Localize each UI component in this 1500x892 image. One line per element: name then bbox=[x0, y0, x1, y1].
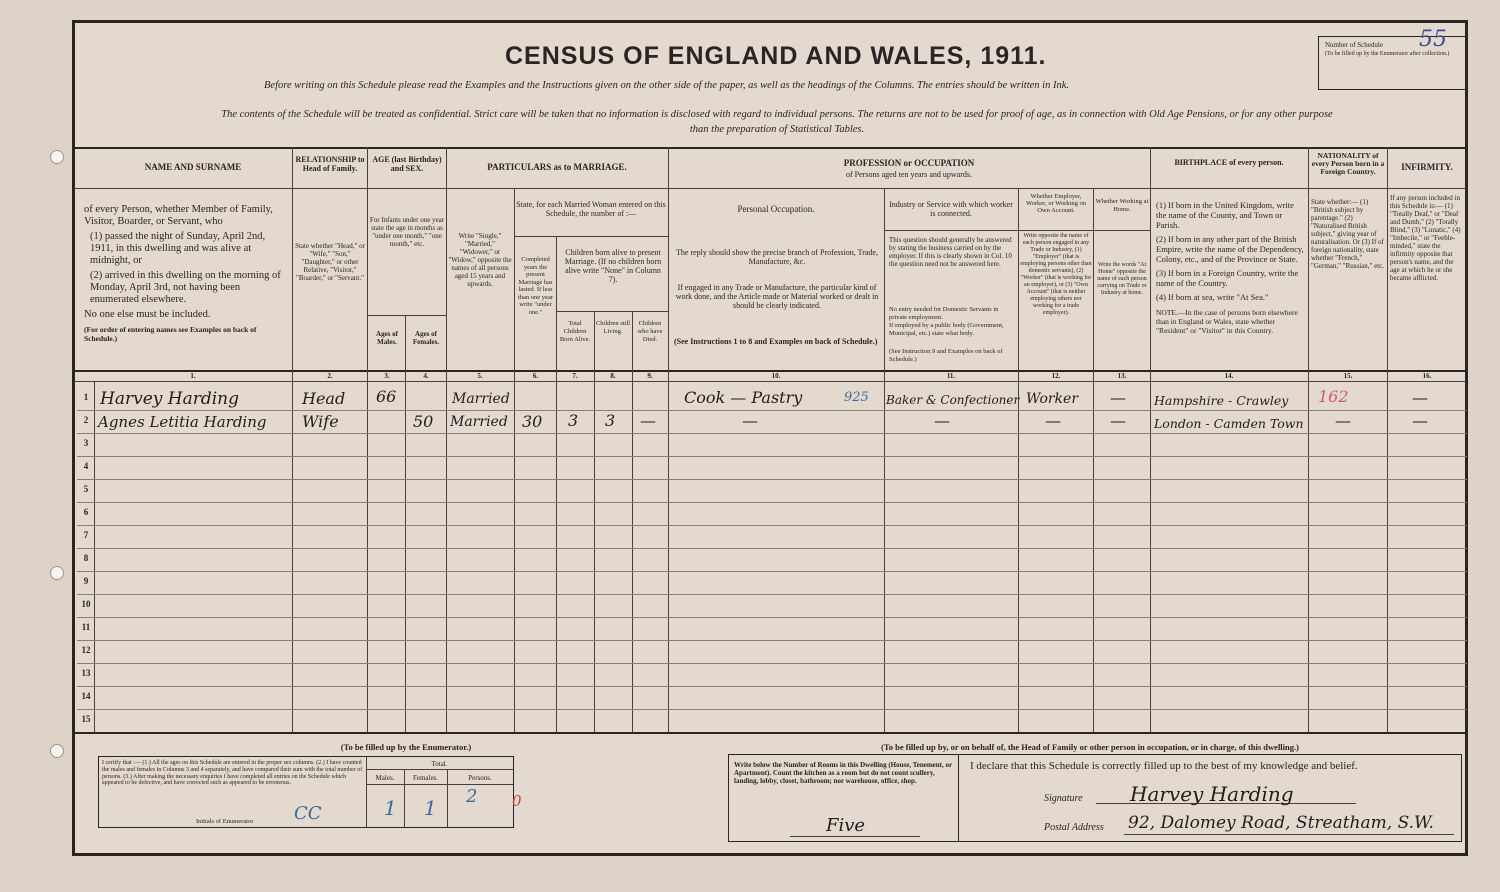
colnum: 11. bbox=[946, 372, 956, 380]
row1-nationality: 162 bbox=[1318, 387, 1349, 406]
colnum: 9. bbox=[647, 372, 653, 380]
row1-employer: Worker bbox=[1026, 391, 1079, 407]
col-relationship-title: RELATIONSHIP to Head of Family. bbox=[295, 155, 365, 173]
row1-birthplace: Hampshire - Crawley bbox=[1154, 393, 1289, 408]
col-birthplace-title: BIRTHPLACE of every person. bbox=[1174, 158, 1284, 167]
signature: Harvey Harding bbox=[1130, 782, 1294, 806]
col-infirmity-title: INFIRMITY. bbox=[1401, 162, 1453, 172]
females-label: Females. bbox=[412, 774, 439, 782]
col-employer-title: Whether Employer, Worker, or Working on Own Account. bbox=[1026, 193, 1086, 214]
row-number: 3 bbox=[83, 438, 89, 448]
col-home-title: Whether Working at Home. bbox=[1095, 198, 1149, 213]
col-line bbox=[1387, 147, 1388, 733]
enumerator-initials: CC bbox=[294, 803, 322, 824]
row-line bbox=[77, 686, 1467, 687]
col-marriage-state: State, for each Married Woman entered on this Schedule, the number of :— bbox=[516, 200, 666, 218]
page-title: CENSUS OF ENGLAND AND WALES, 1911. bbox=[505, 42, 1047, 70]
col-birthplace-desc: (1) If born in the United Kingdom, write the name of the County, and Town or Parish. (2) If born in any other part of the British Empire, write the name of the Dependency, Colony, etc., and of the Province or State. (3) If born in a Foreign Country, write the name of the Country. (4) If born at sea, write "At Sea." NOTE.—In the case of persons born elsewhere than in England or Wales, state whether "Resident" or "Visitor" in this Country. bbox=[1156, 200, 1304, 335]
sub-line bbox=[1018, 230, 1150, 231]
col-age-males: Ages of Males. bbox=[376, 330, 398, 346]
row-number: 11 bbox=[81, 622, 91, 632]
col-age-desc: For Infants under one year state the age in months as "under one month," "one month," etc. bbox=[369, 216, 445, 248]
enum-row-line bbox=[366, 769, 513, 770]
col-nationality-desc: State whether:— (1) "British subject by parentage." (2) "Naturalised British subject," giving year of naturalisation. Or (3) If of foreign nationality, state whether "French," "German," "Russian," etc. bbox=[1311, 198, 1385, 270]
schedule-number-label: Number of Schedule bbox=[1325, 41, 1383, 49]
punch-hole bbox=[50, 744, 64, 758]
col-personal-desc: The reply should show the precise branch of Profession, Trade, Manufacture, &c. bbox=[676, 248, 878, 266]
total-males: 1 bbox=[384, 796, 397, 820]
row2-infirmity: — bbox=[1412, 411, 1428, 430]
total-females: 1 bbox=[424, 796, 437, 820]
col-line bbox=[367, 147, 368, 733]
col-home-desc: Write the words "At Home" opposite the name of each person carrying on Trade or Industry at home. bbox=[1097, 262, 1147, 296]
row2-occupation: — bbox=[742, 411, 758, 430]
colnum: 6. bbox=[532, 372, 539, 380]
row2-home: — bbox=[1110, 411, 1126, 430]
row-number: 14 bbox=[81, 691, 91, 701]
rooms-underline bbox=[790, 836, 920, 837]
total-persons: 2 bbox=[466, 786, 478, 807]
col-line bbox=[1308, 147, 1309, 733]
colnum: 14. bbox=[1224, 372, 1234, 380]
col-marriage-living: Children still Living. bbox=[595, 320, 631, 335]
col-personal-title: Personal Occupation. bbox=[737, 204, 815, 214]
col-occupation-title: PROFESSION or OCCUPATION bbox=[843, 158, 975, 168]
table-bottom-border bbox=[74, 732, 1466, 734]
col-employer-desc: Write opposite the name of each person engaged in any Trade or Industry, (1) "Employer" (that is employing persons other than domestic servants), (2) "Worker" (that is working for an employer), or (3) "Own Account" (that is neither employing others nor working for a trade employer). bbox=[1020, 233, 1092, 316]
row1-relationship: Head bbox=[302, 389, 346, 408]
schedule-number-box bbox=[1318, 27, 1466, 90]
sub-line bbox=[884, 230, 1018, 231]
sub-line bbox=[556, 311, 668, 312]
head-section-divider bbox=[958, 755, 959, 841]
persons-label: Persons. bbox=[468, 774, 492, 782]
row1-name: Harvey Harding bbox=[100, 389, 239, 409]
row1-occupation-code: 925 bbox=[844, 390, 869, 405]
colnum: 10. bbox=[771, 372, 781, 380]
col-line bbox=[405, 315, 406, 733]
colnum: 5. bbox=[477, 372, 483, 380]
title-row-border bbox=[74, 188, 1466, 189]
row-line bbox=[77, 410, 1467, 411]
colnum-border bbox=[74, 381, 1466, 382]
col-name-title: NAME AND SURNAME bbox=[144, 162, 242, 172]
col-line bbox=[1150, 147, 1151, 733]
signature-label: Signature bbox=[1044, 793, 1083, 804]
row1-occupation: Cook — Pastry bbox=[684, 388, 803, 407]
row-line bbox=[77, 433, 1467, 434]
row-line bbox=[77, 663, 1467, 664]
col-age-females: Ages of Females. bbox=[412, 330, 440, 346]
row-number: 2 bbox=[83, 415, 89, 425]
address-underline bbox=[1124, 834, 1454, 835]
row-line bbox=[77, 594, 1467, 595]
row2-died: — bbox=[640, 411, 656, 430]
col-marriage-completed: Completed years the present Marriage has lasted. If less than one year write "under one." bbox=[517, 256, 553, 316]
males-label: Males. bbox=[375, 774, 395, 782]
col-line bbox=[1018, 188, 1019, 733]
row-number: 13 bbox=[81, 668, 91, 678]
enum-row-line bbox=[366, 784, 513, 785]
col-marriage-title: PARTICULARS as to MARRIAGE. bbox=[487, 162, 627, 172]
enumerator-title: (To be filled up by the Enumerator.) bbox=[340, 742, 472, 752]
col-name-desc: of every Person, whether Member of Family, Visitor, Boarder, or Servant, who (1) passed the night of Sunday, April 2nd, 1911, in this dwelling and was alive at midnight, or (2) arrived in this dwelling on the morning of Monday, April 3rd, not having been enumerated elsewhere. No one else must be included. (For order of entering names see Examples on back of Schedule.) bbox=[84, 204, 281, 343]
row-number: 9 bbox=[83, 576, 89, 586]
row-number: 6 bbox=[83, 507, 89, 517]
col-line bbox=[446, 147, 447, 733]
row-number: 4 bbox=[83, 461, 89, 471]
col-marriage-children: Children born alive to present Marriage. (If no children born alive write "None" in Column 7). bbox=[564, 248, 662, 284]
col-relationship-desc: State whether "Head," or "Wife," "Son," "Daughter," or other Relative, "Visitor," "Boarder," or "Servant." bbox=[295, 242, 365, 282]
row2-living: 3 bbox=[605, 411, 616, 430]
punch-hole bbox=[50, 566, 64, 580]
row-number: 12 bbox=[81, 645, 91, 655]
rooms-instructions: Write below the Number of Rooms in this Dwelling (House, Tenement, or Apartment). Count the kitchen as a room but do not count scullery, landing, lobby, closet, bathroom; nor warehouse, office, shop. bbox=[734, 761, 952, 785]
col-line bbox=[884, 188, 885, 733]
rooms-count: Five bbox=[826, 815, 866, 836]
row-number: 1 bbox=[83, 392, 89, 402]
row-line bbox=[77, 709, 1467, 710]
row-line bbox=[77, 571, 1467, 572]
col-marriage-died: Children who have Died. bbox=[637, 320, 663, 343]
col-industry-desc4: (See Instruction 9 and Examples on back of Schedule.) bbox=[889, 348, 1003, 363]
punch-hole bbox=[50, 150, 64, 164]
head-section-title: (To be filled up by, or on behalf of, the Head of Family or other person in occupation, or in charge, of this dwelling.) bbox=[881, 742, 1299, 752]
total-label: Total. bbox=[431, 760, 448, 768]
row-number: 10 bbox=[81, 599, 91, 609]
col-industry-desc: This question should generally be answered by stating the business carried on by the employer. If this is clearly shown in Col. 10 the question need not be answered here. bbox=[889, 236, 1012, 268]
col-personal-desc2: If engaged in any Trade or Manufacture, the particular kind of work done, and the Article made or Material worked or dealt in should be clearly indicated. bbox=[675, 283, 879, 310]
colnum: 1. bbox=[190, 372, 196, 380]
col-line bbox=[292, 147, 293, 733]
row-line bbox=[77, 548, 1467, 549]
row-number: 5 bbox=[83, 484, 89, 494]
row2-name: Agnes Letitia Harding bbox=[98, 413, 267, 431]
confidential-line-2: than the preparation of Statistical Tables. bbox=[689, 124, 865, 135]
row-line bbox=[77, 525, 1467, 526]
address-label: Postal Address bbox=[1044, 822, 1104, 833]
row-line bbox=[77, 502, 1467, 503]
row-number: 8 bbox=[83, 553, 89, 563]
enumerator-certify: I certify that :— (1.) All the ages on this Schedule are entered in the proper sex columns. (2.) I have counted the males and females in Columns 3 and 4 separately, and have compared their sum with the total number of persons. (3.) After making the necessary enquiries I have completed all entries on the Schedule which appeared to be defective, and have corrected such as appeared to be erroneous. bbox=[102, 760, 363, 787]
col-industry-desc2: No entry needed for Domestic Servants in private employment. bbox=[889, 306, 999, 321]
col-line bbox=[1093, 188, 1094, 733]
col-personal-desc3: (See Instructions 1 to 8 and Examples on back of Schedule.) bbox=[674, 337, 878, 346]
row2-employer: — bbox=[1045, 411, 1061, 430]
col-industry-desc3: If employed by a public body (Government, Municipal, etc.) state what body. bbox=[889, 322, 1004, 337]
row2-relationship: Wife bbox=[302, 412, 339, 431]
colnum: 7. bbox=[572, 372, 578, 380]
initials-label: Initials of Enumerator bbox=[196, 818, 254, 825]
postal-address: 92, Dalomey Road, Streatham, S.W. bbox=[1128, 813, 1434, 833]
row2-nationality: — bbox=[1335, 411, 1351, 430]
col-occupation-subtitle: of Persons aged ten years and upwards. bbox=[846, 170, 972, 179]
row1-infirmity: — bbox=[1412, 388, 1428, 407]
col-age-title: AGE (last Birthday) and SEX. bbox=[372, 155, 442, 173]
colnum: 15. bbox=[1343, 372, 1353, 380]
form-frame bbox=[72, 20, 1468, 856]
colnum: 3. bbox=[384, 372, 390, 380]
row1-marriage: Married bbox=[452, 391, 510, 407]
row1-home: — bbox=[1110, 388, 1126, 407]
table-top-border bbox=[74, 147, 1466, 149]
col-industry-title: Industry or Service with which worker is connected. bbox=[889, 200, 1013, 218]
row-line bbox=[77, 617, 1467, 618]
instruction-line: Before writing on this Schedule please read the Examples and the Instructions given on the other side of the paper, as well as the headings of the Columns. The entries should be written in Ink. bbox=[264, 80, 1069, 91]
enumerator-extra-mark: 0 bbox=[512, 792, 522, 810]
schedule-number-note: (To be filled up by the Enumerator after collection.) bbox=[1325, 51, 1450, 57]
colnum: 13. bbox=[1117, 372, 1127, 380]
colnum: 12. bbox=[1051, 372, 1061, 380]
sub-line bbox=[514, 236, 668, 237]
col-line bbox=[514, 188, 515, 733]
colnum: 4. bbox=[423, 372, 429, 380]
col-marriage-total: Total Children Born Alive. bbox=[559, 320, 591, 343]
colnum: 8. bbox=[610, 372, 616, 380]
col-infirmity-desc: If any person included in this Schedule is:— (1) "Totally Deaf," or "Deaf and Dumb," (2) "Totally Blind," (3) "Lunatic," (4) "Imbecile," or "Feeble-minded," state the infirmity opposite that person's name, and the age at which he or she became afflicted. bbox=[1390, 194, 1461, 282]
schedule-number-value: 55 bbox=[1419, 27, 1447, 52]
confidential-line: The contents of the Schedule will be treated as confidential. Strict care will be taken that no information is disclosed with regard to individual persons. The returns are not to be used for proof of age, as in connection with Old Age Pensions, or for any other purpose bbox=[221, 109, 1333, 120]
colnum: 2. bbox=[327, 372, 333, 380]
col-nationality-title: NATIONALITY of every Person born in a Foreign Country. bbox=[1311, 151, 1385, 176]
row-line bbox=[77, 640, 1467, 641]
col-marriage-write: Write "Single," "Married," "Widower," or "Widow," opposite the names of all persons aged 15 years and upwards. bbox=[448, 232, 512, 288]
row2-total: 3 bbox=[568, 411, 579, 430]
row2-years: 30 bbox=[522, 412, 543, 431]
row2-marriage: Married bbox=[450, 414, 508, 430]
row1-industry: Baker & Confectioner bbox=[886, 393, 1020, 407]
colnum: 16. bbox=[1422, 372, 1432, 380]
row-line bbox=[77, 456, 1467, 457]
declaration: I declare that this Schedule is correctly filled up to the best of my knowledge and belief. bbox=[970, 760, 1358, 772]
row-number: 7 bbox=[83, 530, 89, 540]
row2-age-female: 50 bbox=[413, 412, 434, 431]
row2-industry: — bbox=[934, 411, 950, 430]
row-line bbox=[77, 479, 1467, 480]
col-line bbox=[668, 147, 669, 733]
row1-age-male: 66 bbox=[376, 387, 397, 406]
row2-birthplace: London - Camden Town bbox=[1154, 416, 1304, 431]
sub-line bbox=[367, 315, 446, 316]
row-number: 15 bbox=[81, 714, 91, 724]
